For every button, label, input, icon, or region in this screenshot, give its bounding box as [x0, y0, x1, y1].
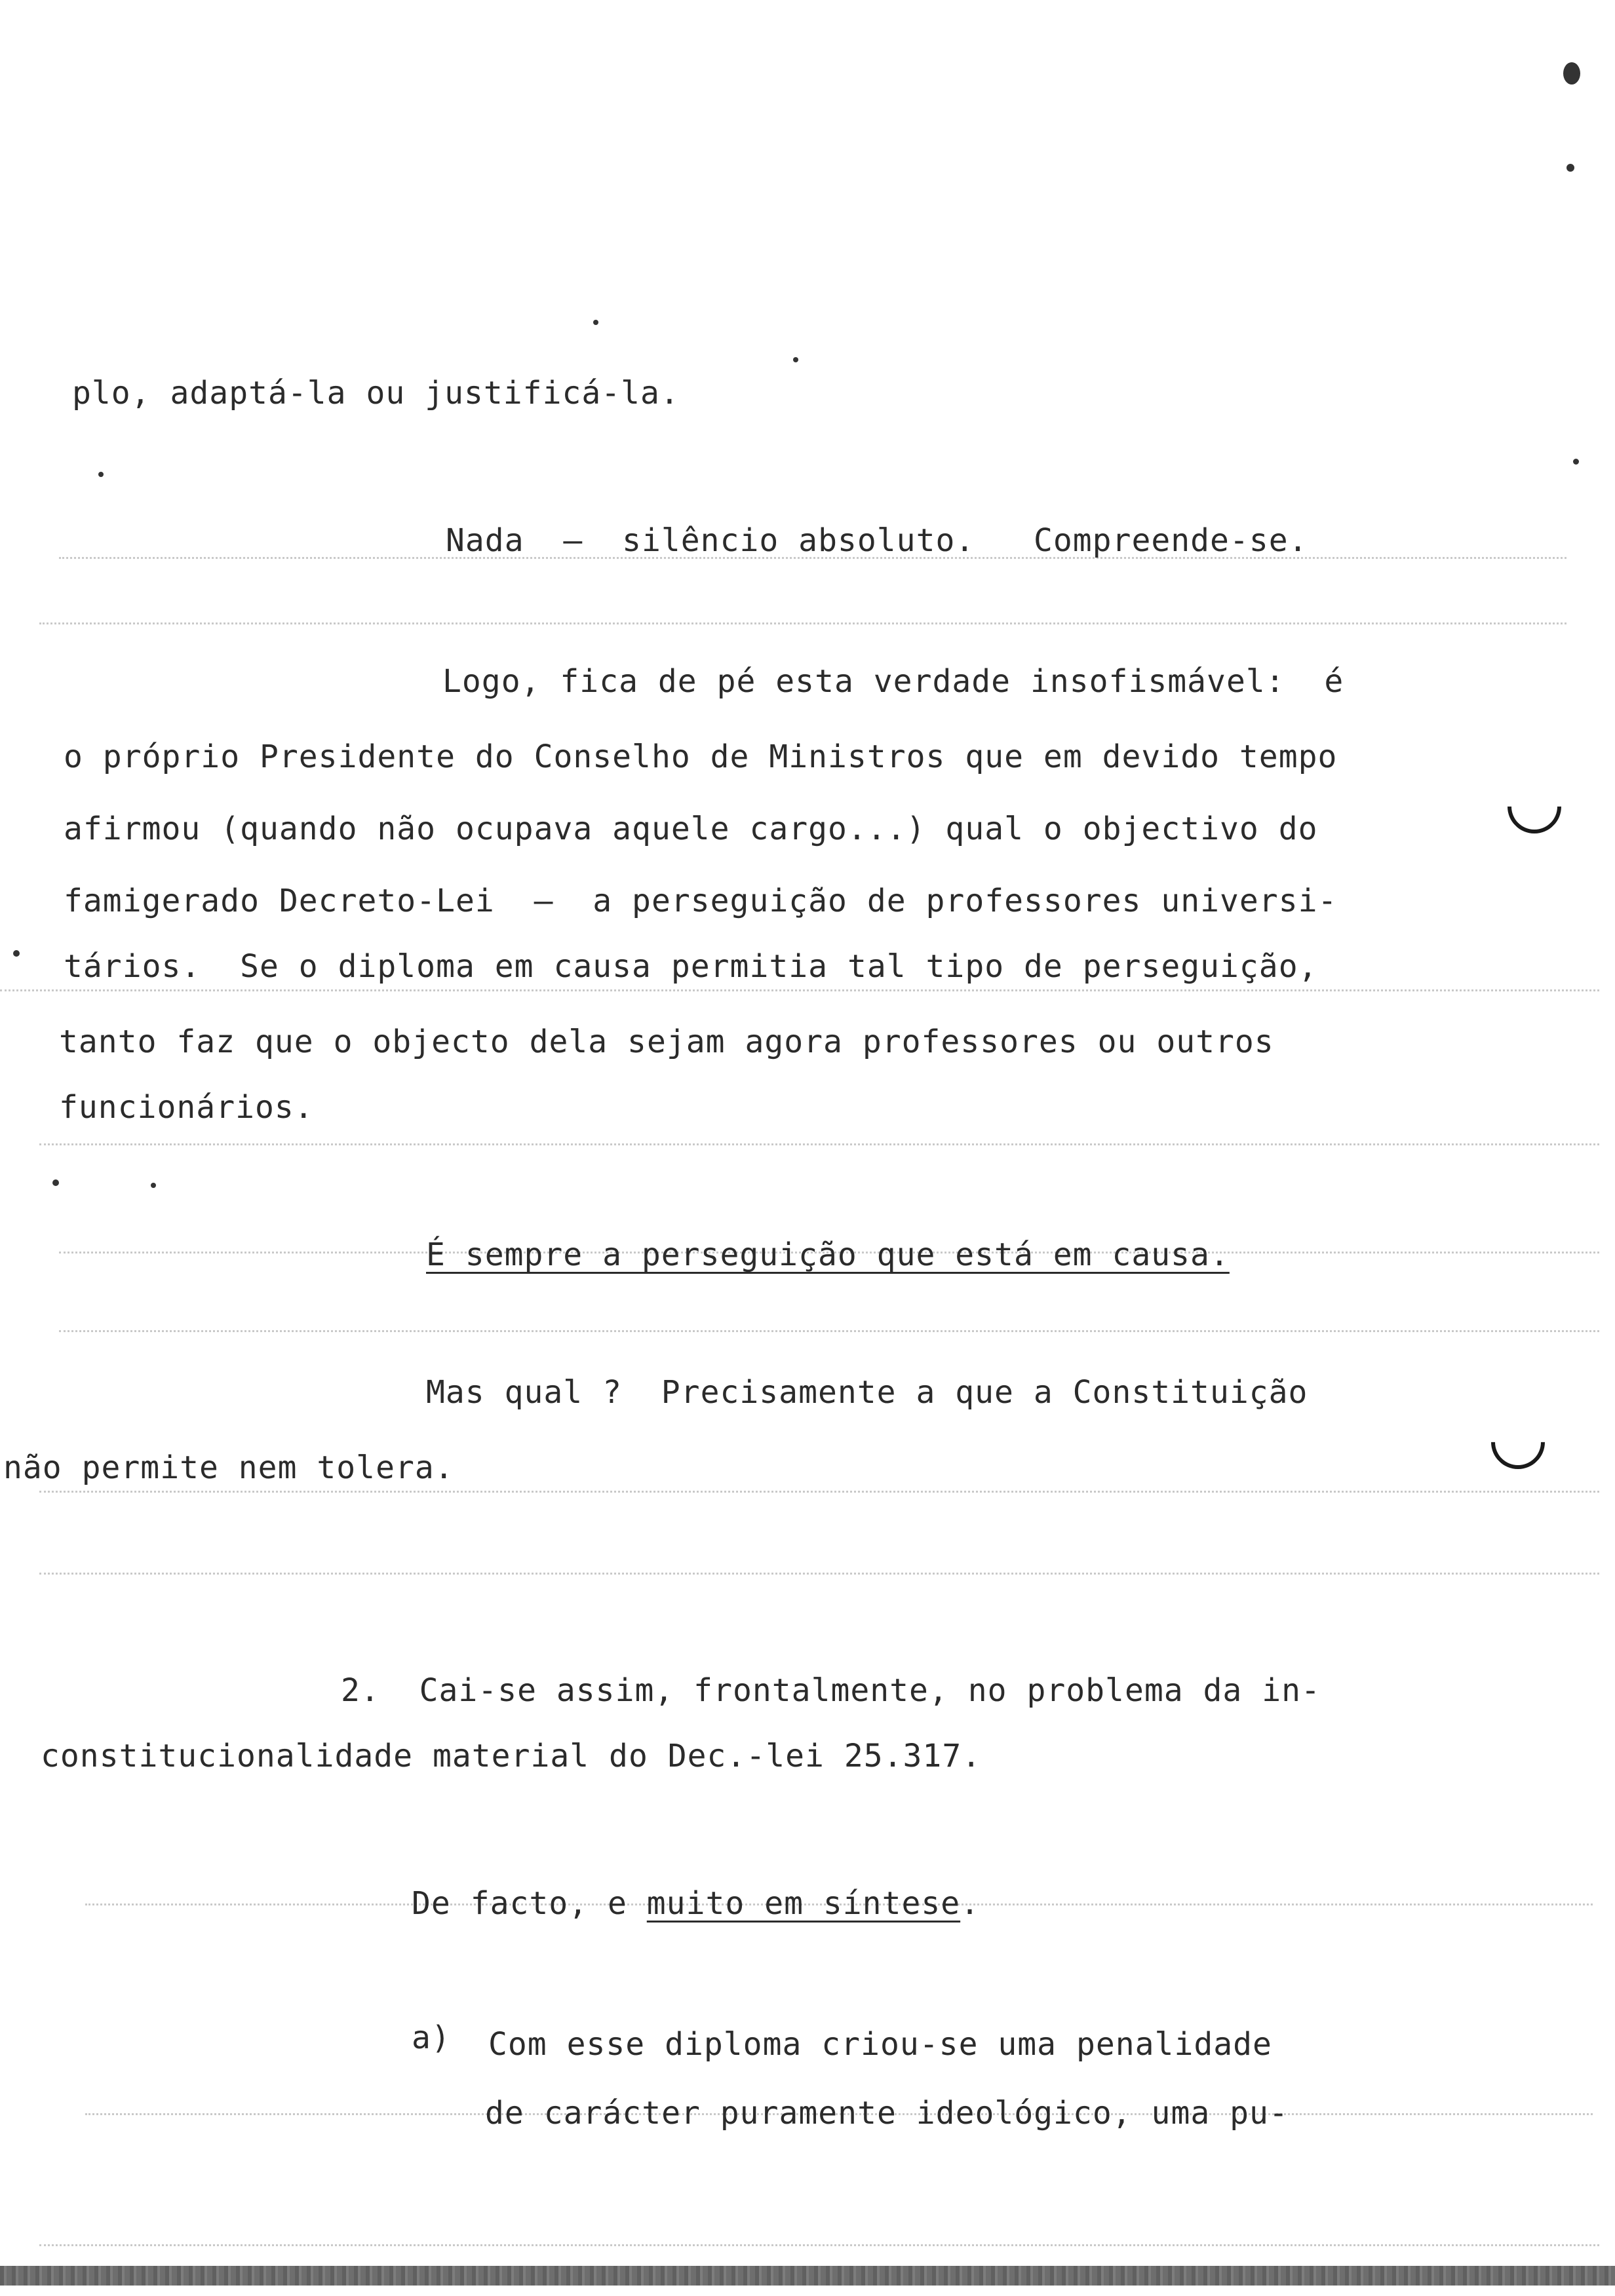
- text-line-9: funcionários.: [59, 1089, 314, 1126]
- paper-guide-line: [59, 1330, 1599, 1332]
- text-line-13: 2. Cai-se assim, frontalmente, no problema da in-: [341, 1672, 1321, 1709]
- paper-guide-line: [39, 1143, 1599, 1145]
- text-line-15: [412, 1884, 980, 1923]
- paper-guide-line: [39, 1573, 1599, 1575]
- underlined-phrase: muito em síntese: [646, 1885, 961, 1922]
- text-line-17: Com esse diploma criou-se uma penalidade: [488, 2026, 1272, 2063]
- text-line-2: Nada — silêncio absoluto. Compreende-se.: [446, 522, 1308, 559]
- text-line-15-start: De facto, e: [412, 1885, 647, 1922]
- text-line-15-end: .: [960, 1885, 981, 1922]
- text-line-3: Logo, fica de pé esta verdade insofismável: é: [442, 663, 1344, 700]
- punch-hole-mark: [1480, 1404, 1556, 1480]
- ink-speck: [1566, 164, 1574, 172]
- text-line-7: tários. Se o diploma em causa permitia tal tipo de perseguição,: [64, 948, 1318, 985]
- list-marker: a): [412, 2019, 451, 2056]
- text-line-6: famigerado Decreto-Lei — a perseguição de professores universi-: [64, 883, 1338, 919]
- ink-speck: [593, 320, 598, 325]
- text-line-18: de carácter puramente ideológico, uma pu-: [485, 2095, 1289, 2132]
- scan-bottom-edge: [0, 2266, 1615, 2286]
- paper-guide-line: [39, 1491, 1599, 1493]
- paper-guide-line: [39, 622, 1566, 624]
- text-line-5: afirmou (quando não ocupava aquele cargo...) qual o objectivo do: [64, 811, 1318, 847]
- ink-speck: [13, 950, 20, 957]
- ink-speck: [151, 1183, 156, 1188]
- ink-speck: [52, 1179, 59, 1186]
- underlined-statement: É sempre a perseguição que está em causa.: [426, 1236, 1230, 1273]
- text-line-4: o próprio Presidente do Conselho de Ministros que em devido tempo: [64, 738, 1338, 775]
- text-line-14: constitucionalidade material do Dec.-lei 25.317.: [41, 1738, 982, 1774]
- text-line-1: plo, adaptá-la ou justificá-la.: [72, 375, 680, 411]
- ink-speck: [1573, 459, 1579, 465]
- paper-guide-line: [0, 989, 1599, 991]
- ink-speck: [1563, 62, 1580, 85]
- text-line-12: não permite nem tolera.: [3, 1449, 454, 1486]
- text-line-8: tanto faz que o objecto dela sejam agora professores ou outros: [59, 1024, 1274, 1060]
- ink-speck: [98, 472, 104, 477]
- ink-speck: [793, 357, 798, 362]
- text-line-11: Mas qual ? Precisamente a que a Constituição: [426, 1374, 1308, 1411]
- paper-guide-line: [39, 2244, 1599, 2246]
- punch-hole-mark: [1496, 769, 1572, 845]
